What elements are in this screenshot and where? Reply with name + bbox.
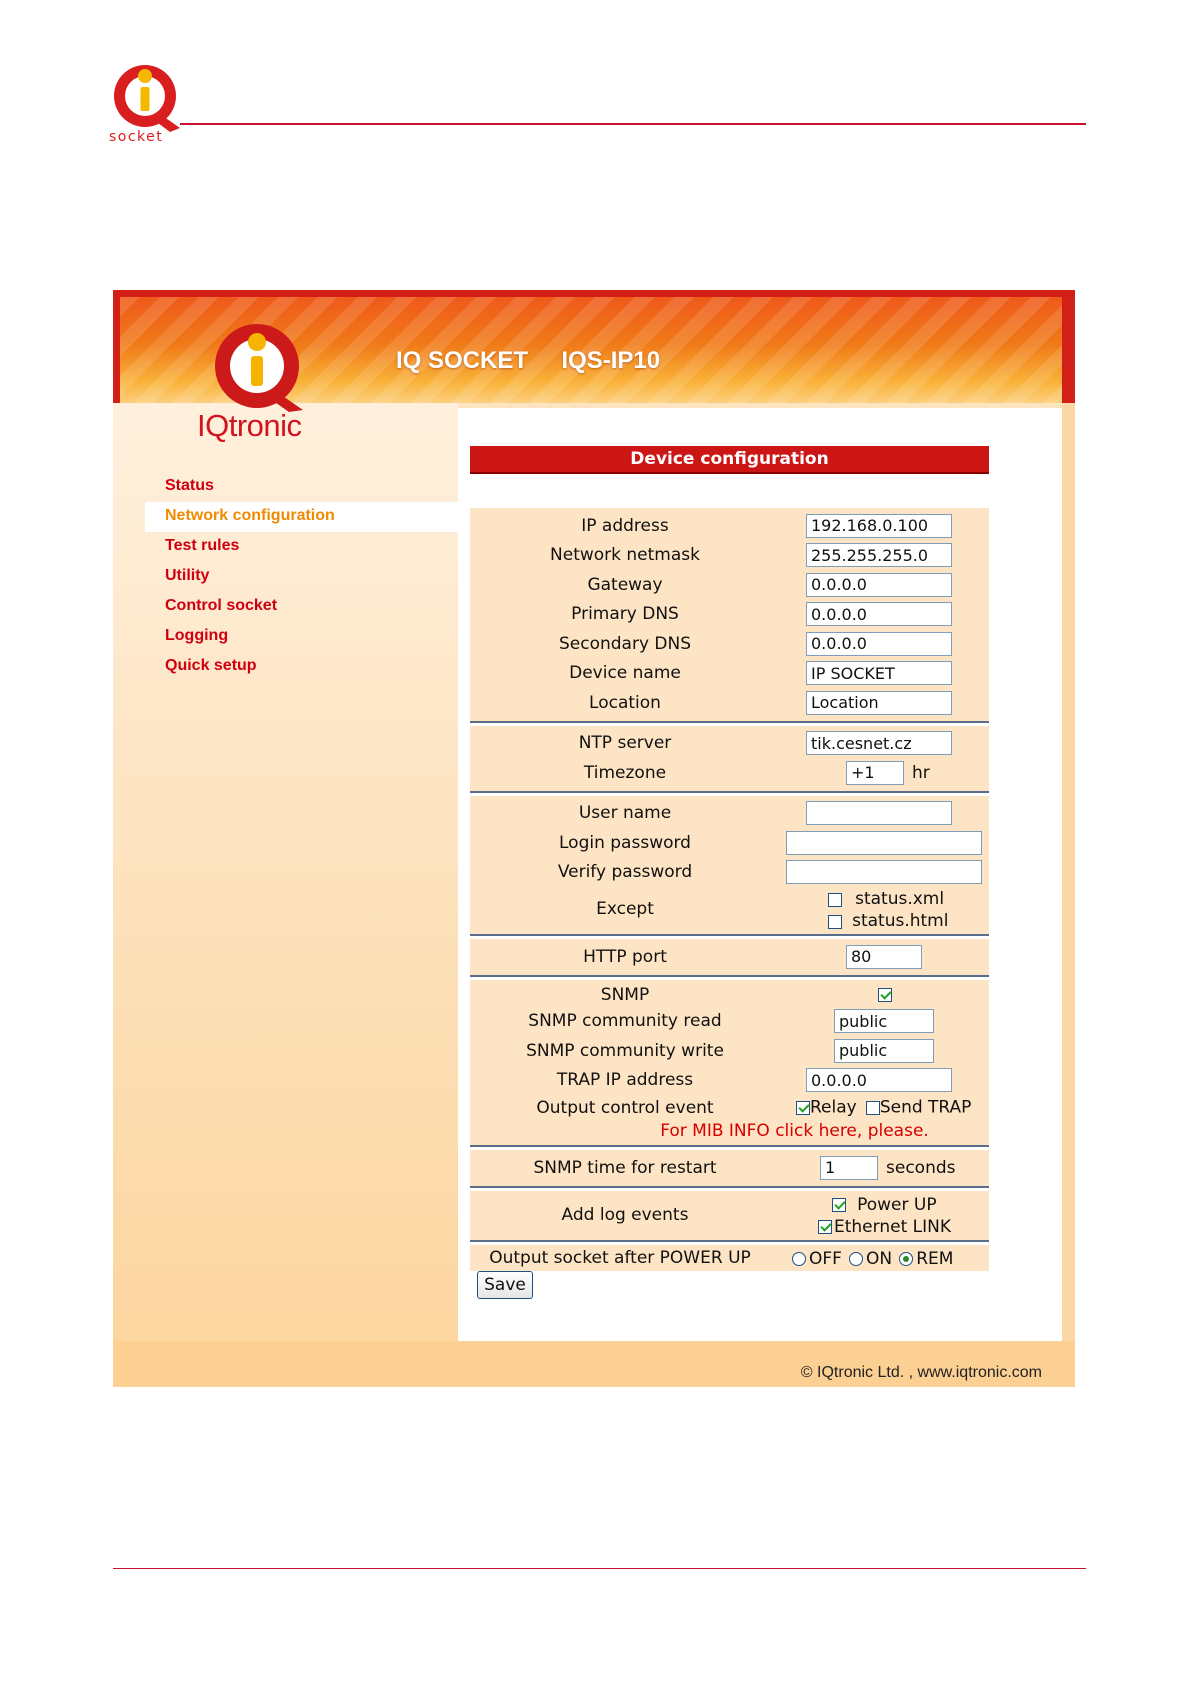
timezone-unit: hr	[912, 762, 930, 783]
power-up-output-label: Output socket after POWER UP	[489, 1247, 751, 1268]
output-rem-label: REM	[916, 1249, 954, 1269]
mib-info-link[interactable]: For MIB INFO click here, please.	[660, 1121, 929, 1141]
ethernet-link-checkbox[interactable]	[818, 1220, 832, 1234]
output-on-label: ON	[866, 1249, 893, 1269]
footer	[113, 1341, 1075, 1387]
iqtronic-logo	[211, 320, 311, 412]
power-up-checkbox[interactable]	[832, 1198, 846, 1212]
login-password-input[interactable]	[786, 831, 982, 855]
verify-password-label: Verify password	[557, 862, 693, 883]
restart-group	[470, 1150, 989, 1188]
snmp-community-write-input[interactable]	[834, 1039, 934, 1063]
nav-utility[interactable]: Utility	[165, 567, 210, 584]
ip-address-label: IP address	[581, 515, 669, 536]
panel-title: Device configuration	[470, 446, 989, 474]
nav-status[interactable]: Status	[165, 477, 214, 494]
output-event-label: Output control event	[536, 1097, 714, 1118]
secondary-dns-label: Secondary DNS	[558, 633, 692, 654]
netmask-label: Network netmask	[550, 545, 700, 566]
netmask-input[interactable]	[806, 543, 952, 567]
power-up-output-group	[470, 1245, 989, 1271]
primary-dns-label: Primary DNS	[571, 604, 679, 625]
ntp-server-label: NTP server	[578, 733, 672, 754]
output-rem-radio[interactable]	[899, 1252, 913, 1266]
network-group	[470, 508, 989, 723]
except-status-xml-label: status.xml	[855, 889, 945, 909]
http-group	[470, 939, 989, 977]
relay-label: Relay	[810, 1097, 857, 1118]
ethernet-link-label: Ethernet LINK	[834, 1216, 951, 1237]
device-configuration-panel	[470, 446, 989, 1274]
add-log-events-label: Add log events	[561, 1205, 689, 1225]
nav-test-rules[interactable]: Test rules	[165, 537, 240, 554]
snmp-community-write-label: SNMP community write	[526, 1040, 724, 1061]
location-input[interactable]	[806, 691, 952, 715]
location-label: Location	[589, 692, 661, 713]
relay-checkbox[interactable]	[796, 1101, 810, 1115]
snmp-restart-unit: seconds	[886, 1157, 956, 1178]
trap-ip-label: TRAP IP address	[556, 1070, 694, 1091]
nav-logging[interactable]: Logging	[165, 627, 229, 644]
output-off-radio[interactable]	[792, 1252, 806, 1266]
auth-group	[470, 796, 989, 937]
timezone-input[interactable]	[846, 761, 904, 785]
login-password-label: Login password	[559, 832, 691, 853]
primary-dns-input[interactable]	[806, 602, 952, 626]
output-off-label: OFF	[809, 1249, 842, 1269]
save-button[interactable]: Save	[477, 1271, 533, 1299]
secondary-dns-input[interactable]	[806, 632, 952, 656]
time-group	[470, 726, 989, 793]
snmp-community-read-label: SNMP community read	[528, 1011, 722, 1032]
except-status-html-label: status.html	[852, 911, 949, 931]
snmp-community-read-input[interactable]	[834, 1009, 934, 1033]
nav-quick-setup[interactable]: Quick setup	[165, 657, 257, 674]
except-status-html-checkbox[interactable]	[828, 915, 842, 929]
banner-title: IQ SOCKET IQS-IP10	[396, 347, 661, 374]
nav-control-socket[interactable]: Control socket	[165, 597, 278, 614]
device-name-label: Device name	[569, 663, 681, 684]
ip-address-input[interactable]	[806, 514, 952, 538]
snmp-enable-checkbox[interactable]	[878, 988, 892, 1002]
device-web-ui	[113, 290, 1075, 1387]
http-port-label: HTTP port	[583, 946, 667, 967]
except-label: Except	[596, 899, 654, 919]
user-name-label: User name	[578, 803, 672, 824]
snmp-label: SNMP	[600, 984, 650, 1005]
log-events-group	[470, 1191, 989, 1242]
output-on-radio[interactable]	[849, 1252, 863, 1266]
gateway-input[interactable]	[806, 573, 952, 597]
header-rule	[180, 123, 1086, 125]
iq-socket-logo	[108, 56, 192, 144]
send-trap-label: Send TRAP	[879, 1097, 972, 1118]
timezone-label: Timezone	[583, 762, 667, 783]
http-port-input[interactable]	[846, 945, 922, 969]
power-up-label: Power UP	[857, 1194, 937, 1215]
send-trap-checkbox[interactable]	[866, 1101, 880, 1115]
except-status-xml-checkbox[interactable]	[828, 893, 842, 907]
footer-rule	[113, 1568, 1086, 1569]
user-name-input[interactable]	[806, 801, 952, 825]
trap-ip-input[interactable]	[806, 1068, 952, 1092]
device-name-input[interactable]	[806, 661, 952, 685]
verify-password-input[interactable]	[786, 860, 982, 884]
iqtronic-brand: IQtronic	[197, 408, 302, 443]
footer-copyright: © IQtronic Ltd. , www.iqtronic.com	[800, 1364, 1042, 1381]
ntp-server-input[interactable]	[806, 731, 952, 755]
logo-text: socket	[109, 129, 164, 144]
snmp-restart-label: SNMP time for restart	[533, 1157, 717, 1178]
gateway-label: Gateway	[587, 574, 663, 595]
snmp-restart-input[interactable]	[820, 1156, 878, 1180]
sidebar-nav	[145, 472, 458, 682]
snmp-group	[470, 980, 989, 1148]
nav-network-configuration[interactable]: Network configuration	[145, 502, 458, 532]
